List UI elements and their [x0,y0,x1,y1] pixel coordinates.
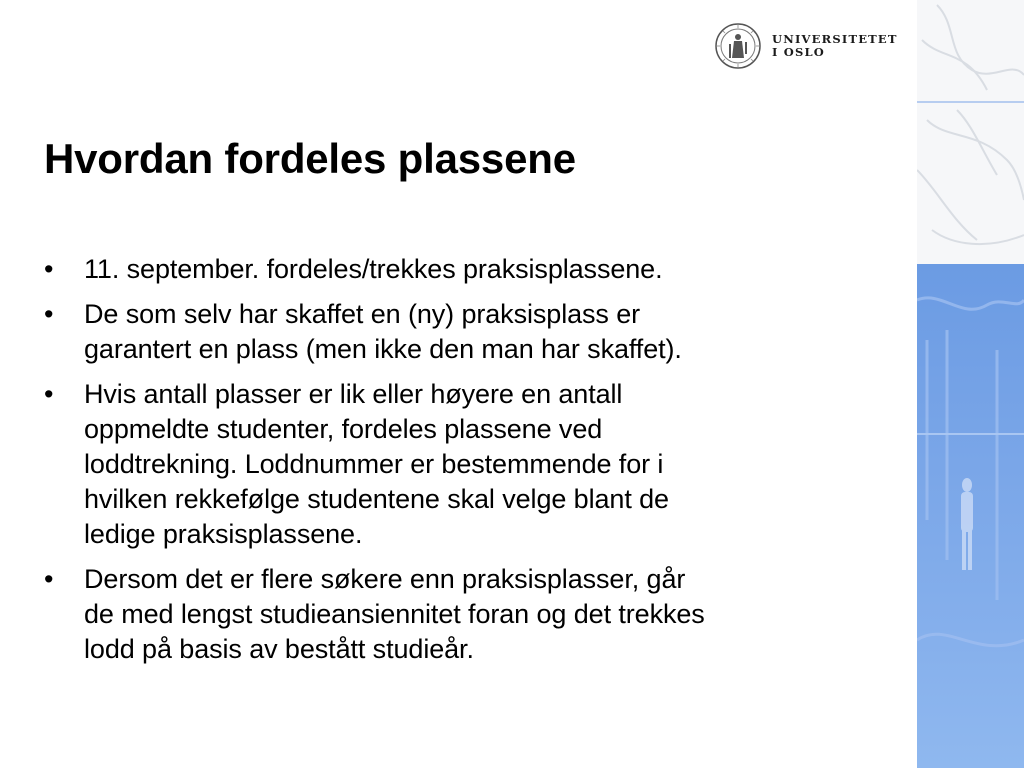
bullet-line: lodd på basis av bestått studieår. [84,634,474,664]
university-seal-icon [714,22,762,70]
university-name [772,33,898,59]
bullet-dot: • [44,379,54,409]
side-strip-line-top [917,101,1024,103]
side-strip-line-bottom [917,433,1024,435]
bullet-list [44,252,894,677]
bullet-line: loddtrekning. Loddnummer er bestemmende for i [84,449,664,479]
bullet-line: Dersom det er flere søkere enn praksisplasser, går [84,564,686,594]
bullet-line: Hvis antall plasser er lik eller høyere en antall [84,379,623,409]
bullet-item [44,297,894,367]
decorative-side-strip [917,0,1024,768]
bullet-dot: • [44,299,54,329]
bullet-line: oppmeldte studenter, fordeles plassene ved [84,414,603,444]
university-logo [714,20,898,72]
bullet-line: garantert en plass (men ikke den man har skaffet). [84,334,682,364]
bullet-item [44,377,894,552]
bullet-line: hvilken rekkefølge studentene skal velge blant de [84,484,669,514]
bullet-line: ledige praksisplassene. [84,519,363,549]
bullet-line: De som selv har skaffet en (ny) praksisplass er [84,299,641,329]
university-name-line2: I OSLO [772,45,826,59]
bullet-dot: • [44,254,54,284]
bullet-item [44,252,894,287]
bullet-line: de med lengst studieansiennitet foran og det trekkes [84,599,705,629]
university-name-line1: UNIVERSITETET [772,32,898,46]
slide-title: Hvordan fordeles plassene [44,135,576,182]
bullet-dot: • [44,564,54,594]
bullet-item [44,562,894,667]
sculpture-illustration [917,0,1024,768]
bullet-line: 11. september. fordeles/trekkes praksisplassene. [84,254,663,284]
